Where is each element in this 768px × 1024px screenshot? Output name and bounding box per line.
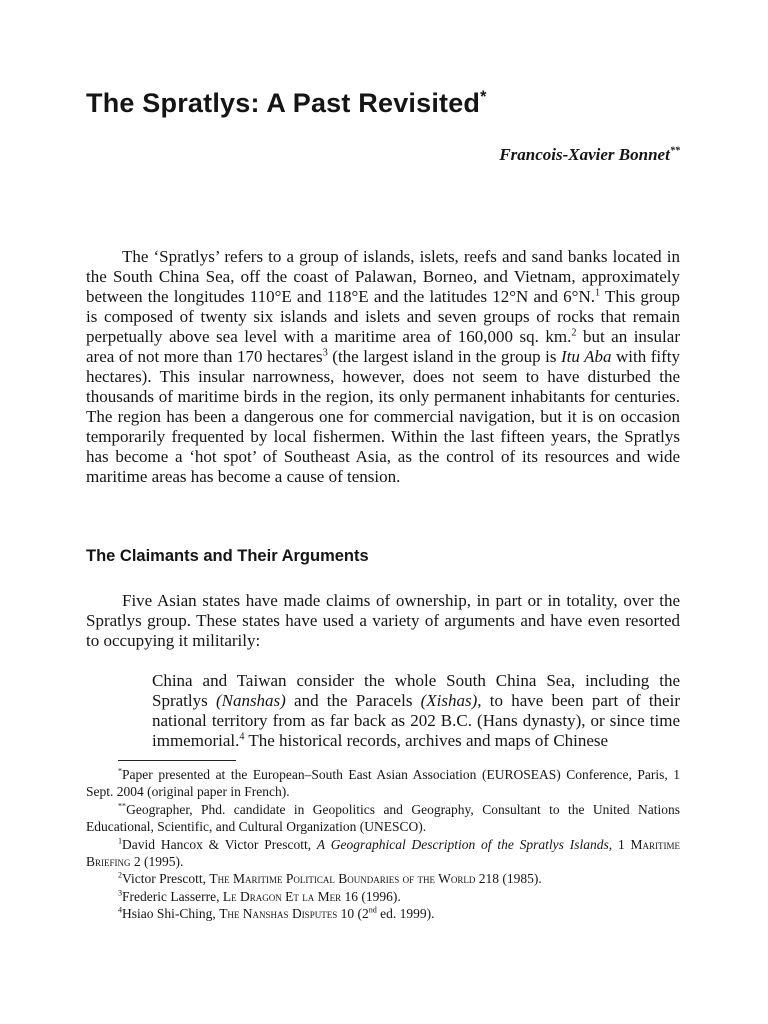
footnote-text: Geographer, Phd. candidate in Geopolitics and Geography, Consultant to the United Nations Educational, Scientific, and Cultural Organization (UNESCO). xyxy=(86,801,680,835)
footnote-double-star xyxy=(86,801,680,836)
footnotes xyxy=(86,766,680,923)
footnote-mark: 3 xyxy=(118,888,123,898)
footnote-smallcaps: Maritime Briefing xyxy=(86,836,680,870)
author-name-text: Francois-Xavier Bonnet xyxy=(499,145,670,164)
footnote-mark: 2 xyxy=(118,870,123,880)
edition-superscript: nd xyxy=(368,905,377,915)
block-quote xyxy=(152,671,680,751)
text-run: with fifty hectares). This insular narrowness, however, does not seem to have disturbed the thousands of maritime birds in the region, its only permanent inhabitants for centuries. The region has been a dangerous one for commercial navigation, but it is on occasion temporarily frequented by local fishermen. Within the last fifteen years, the Spratlys has become a ‘hot spot’ of Southeast Asia, as the control of its resources and wide maritime areas has become a cause of tension. xyxy=(86,347,680,486)
footnote-3 xyxy=(86,888,680,905)
title-footnote-marker: * xyxy=(480,88,487,106)
text-run: (the largest island in the group is xyxy=(327,347,561,366)
footnote-text: 16 (1996). xyxy=(341,888,401,904)
footnote-text: 2 (1995). xyxy=(130,854,184,870)
footnote-text: Paper presented at the European–South East Asian Association (EUROSEAS) Conference, Paris, 1 Sept. 2004 (original paper in French). xyxy=(86,767,680,800)
footnote-ref: 2 xyxy=(571,327,577,339)
footnote-ref: 3 xyxy=(322,347,328,359)
text-run: This group is composed of twenty six islands and islets and seven groups of rocks that remain perpetually above sea level with a maritime area of 160,000 sq. km. xyxy=(86,287,681,346)
text-run: The historical records, archives and maps of Chinese xyxy=(244,731,609,750)
footnote-text: 10 (2 xyxy=(337,906,369,922)
footnote-mark: * xyxy=(118,766,123,776)
paper-title-text: The Spratlys: A Past Revisited xyxy=(86,88,481,118)
footnote-text: , 1 xyxy=(608,836,631,852)
paper-title xyxy=(86,88,487,119)
text-run: and the Paracels xyxy=(285,691,421,710)
footnote-star xyxy=(86,766,680,801)
footnote-mark: 4 xyxy=(118,905,123,915)
footnote-ref: 4 xyxy=(239,731,245,743)
footnote-4 xyxy=(86,905,680,922)
claimants-paragraph: Five Asian states have made claims of ownership, in part or in totality, over the Spratlys group. These states have used a variety of arguments and have even resorted to occupying it militarily: xyxy=(86,591,680,650)
footnote-text: David Hancox & Victor Prescott, xyxy=(122,836,317,852)
text-run: China and Taiwan consider the whole South China Sea, including the Spratlys xyxy=(152,671,680,710)
footnote-mark: 1 xyxy=(118,836,123,846)
footnote-ref: 1 xyxy=(595,287,601,299)
section-heading: The Claimants and Their Arguments xyxy=(86,547,369,565)
footnote-text: Frederic Lasserre, xyxy=(122,888,223,904)
footnote-smallcaps: The Maritime Political Boundaries of the World xyxy=(209,871,476,887)
itu-aba-italic: Itu Aba xyxy=(560,347,612,366)
footnote-2 xyxy=(86,870,680,887)
footnote-smallcaps: Le Dragon Et la Mer xyxy=(222,888,342,904)
footnote-italic-title: A Geographical Description of the Spratlys Islands xyxy=(316,836,609,852)
footnote-smallcaps: The Nanshas Disputes xyxy=(219,906,338,922)
author-name xyxy=(499,145,680,165)
footnote-text: 218 (1985). xyxy=(475,871,542,887)
text-run: to have been part of their national territory from as far back as 202 B.C. (Hans dynasty), or since time immemorial. xyxy=(152,691,680,750)
author-footnote-marker: ** xyxy=(669,145,680,157)
xishas-italic: (Xishas), xyxy=(420,691,482,710)
nanshas-italic: (Nanshas) xyxy=(215,691,286,710)
footnote-divider xyxy=(118,760,236,761)
footnote-1 xyxy=(86,836,680,871)
footnote-text: Hsiao Shi-Ching, xyxy=(122,906,220,922)
text-run: The ‘Spratlys’ refers to a group of islands, islets, reefs and sand banks located in the South China Sea, off the coast of Palawan, Borneo, and Vietnam, approximately between the longitudes 110°E and 118°E and the latitudes 12°N and 6°N. xyxy=(86,247,680,306)
text-run: but an insular area of not more than 170 hectares xyxy=(86,327,680,366)
footnote-text: Victor Prescott, xyxy=(122,871,210,887)
footnote-text: ed. 1999). xyxy=(376,906,435,922)
footnote-mark: ** xyxy=(118,801,127,811)
intro-paragraph xyxy=(86,247,680,487)
